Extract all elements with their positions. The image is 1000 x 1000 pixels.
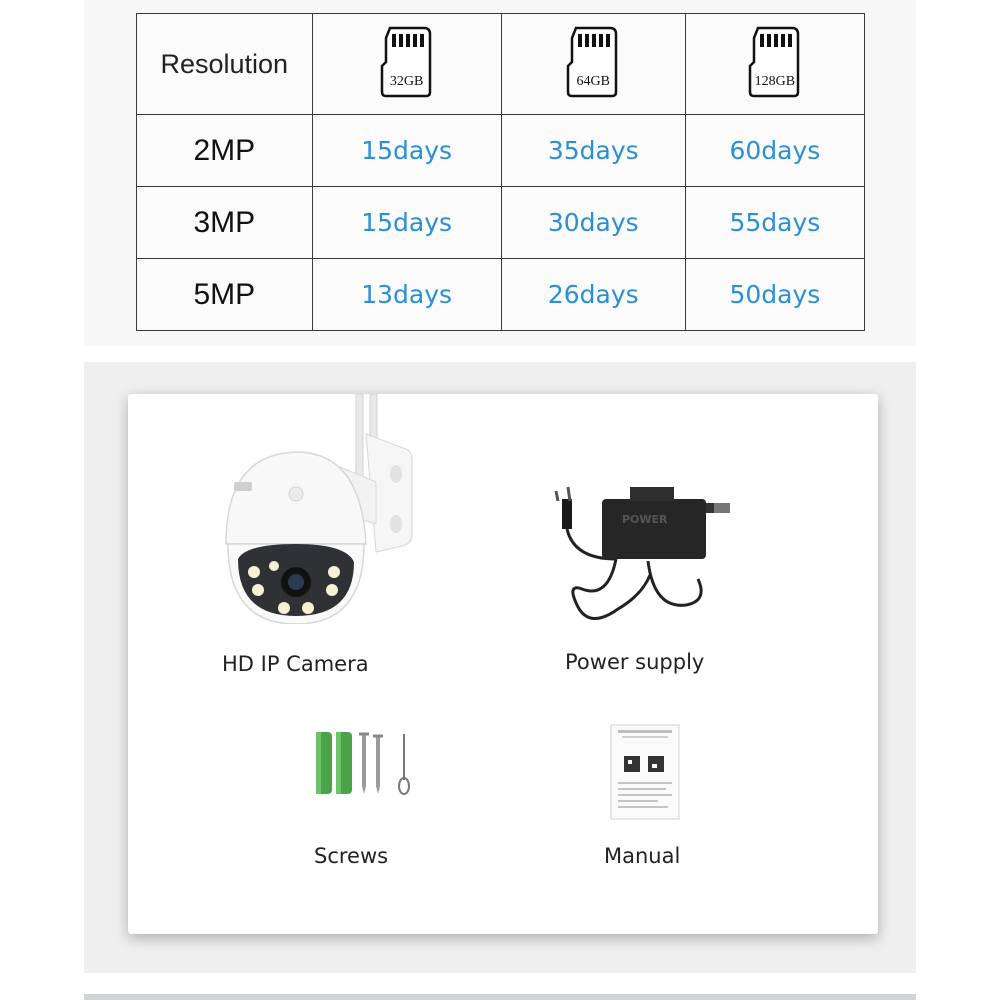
resolution-cell <box>137 187 313 259</box>
days-value: 26days <box>547 280 639 309</box>
days-value: 30days <box>547 208 639 237</box>
days-cell <box>312 187 501 259</box>
days-value: 35days <box>547 136 639 165</box>
days-cell <box>685 259 864 331</box>
table-row <box>137 115 865 187</box>
item-label-screws: Screws <box>314 844 389 868</box>
sd-card-icon <box>748 26 802 98</box>
card-capacity-label: 32GB <box>389 74 424 89</box>
package-contents-card <box>128 394 878 934</box>
table-row <box>137 187 865 259</box>
days-value: 13days <box>361 280 453 309</box>
days-cell <box>685 187 864 259</box>
days-cell <box>685 115 864 187</box>
screws-icon <box>312 724 422 804</box>
package-section <box>84 362 916 973</box>
table-header-row <box>137 14 865 115</box>
days-cell <box>501 115 685 187</box>
resolution-cell <box>137 115 313 187</box>
card-capacity-label: 128GB <box>754 74 796 89</box>
header-cell-resolution <box>137 14 313 115</box>
item-label-power-supply: Power supply <box>565 650 705 674</box>
days-value: 55days <box>729 208 821 237</box>
resolution-value: 3MP <box>193 205 256 239</box>
power-adapter-icon <box>538 479 738 639</box>
camera-icon <box>216 394 426 624</box>
days-value: 15days <box>361 208 453 237</box>
days-value: 50days <box>729 280 821 309</box>
item-label-camera: HD IP Camera <box>222 652 369 676</box>
manual-icon <box>610 724 680 820</box>
table-row <box>137 259 865 331</box>
item-label-manual: Manual <box>604 844 681 868</box>
header-cell-card <box>685 14 864 115</box>
header-cell-card <box>312 14 501 115</box>
storage-table <box>136 13 865 331</box>
resolution-header: Resolution <box>160 48 289 79</box>
days-value: 60days <box>729 136 821 165</box>
days-cell <box>501 187 685 259</box>
sd-card-icon <box>566 26 620 98</box>
days-cell <box>312 115 501 187</box>
next-section-edge <box>84 994 916 1000</box>
storage-section <box>84 0 916 346</box>
sd-card-icon <box>380 26 434 98</box>
days-cell <box>312 259 501 331</box>
header-cell-card <box>501 14 685 115</box>
resolution-value: 2MP <box>193 133 256 167</box>
days-cell <box>501 259 685 331</box>
card-capacity-label: 64GB <box>576 74 610 89</box>
resolution-value: 5MP <box>193 277 256 311</box>
days-value: 15days <box>361 136 453 165</box>
resolution-cell <box>137 259 313 331</box>
power-adapter-text: POWER <box>622 513 668 526</box>
